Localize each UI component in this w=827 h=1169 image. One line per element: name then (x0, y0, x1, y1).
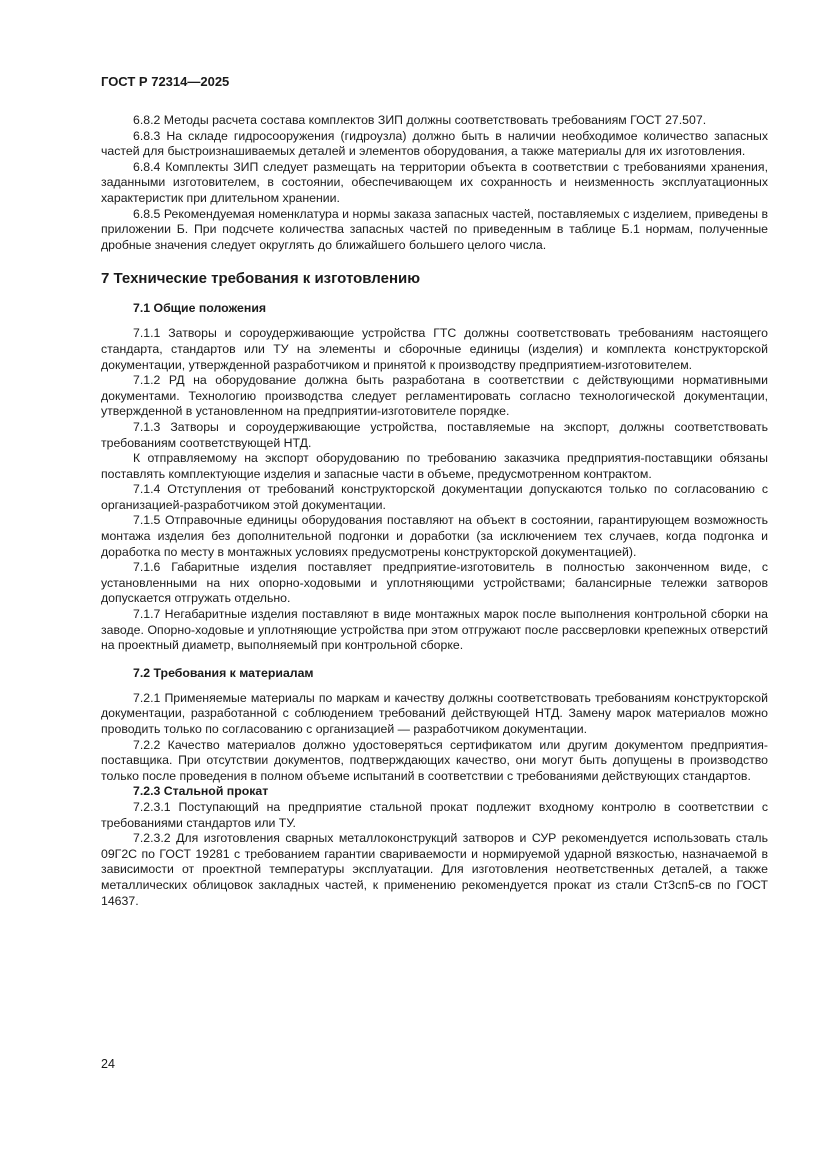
document-header: ГОСТ Р 72314—2025 (101, 74, 230, 89)
page-number: 24 (101, 1057, 115, 1071)
paragraph-6-8-3: 6.8.3 На складе гидросооружения (гидроузла) должно быть в наличии необходимое количество запасных частей для быстроизнашиваемых деталей и элементов оборудования, а также материалы для их изготовления. (101, 128, 768, 159)
paragraph-7-1-3-export: К отправляемому на экспорт оборудованию по требованию заказчика предприятия-поставщики обязаны поставлять комплектующие изделия и запасные части в объеме, предусмотренном контрактом. (101, 451, 768, 481)
subsection-7-2-heading: 7.2 Требования к материалам (133, 665, 314, 680)
paragraph-6-8-4: 6.8.4 Комплекты ЗИП следует размещать на территории объекта в соответствии с требованиями хранения, заданными изготовителем, в состоянии, обеспечивающем их сохранность и неизменность эксплуатационных характеристик при длительном хранении. (101, 159, 768, 205)
paragraph-7-1-4: 7.1.4 Отступления от требований конструкторской документации допускаются только по согласованию с организацией-разработчиком этой документации. (101, 482, 768, 512)
paragraph-7-2-3-1: 7.2.3.1 Поступающий на предприятие стальной прокат подлежит входному контролю в соответствии с требованиями стандартов или ТУ. (101, 799, 768, 830)
paragraph-7-1-6: 7.1.6 Габаритные изделия поставляет предприятие-изготовитель в полностью законченном виде, с установленными на них опорно-ходовыми и уплотняющими устройствами; балансирные тележки затворов допускается отгружать отдельно. (101, 560, 768, 606)
paragraph-7-1-1: 7.1.1 Затворы и сороудерживающие устройства ГТС должны соответствовать требованиям настоящего стандарта, стандартов или ТУ на элементы и сборочные единицы (изделия) и комплекта конструкторской документации, утвержденной разработчиком и принятой к производству предприятием-изготовителем. (101, 326, 768, 372)
paragraph-7-2-2: 7.2.2 Качество материалов должно удостоверяться сертификатом или другим документом предприятия-поставщика. При отсутствии документов, подтверждающих качество, они могут быть допущены в производство только после проведения в полном объеме испытаний в соответствии с требованиями действующих стандартов. (101, 737, 768, 783)
document-page (101, 74, 768, 909)
paragraph-7-1-7: 7.1.7 Негабаритные изделия поставляют в виде монтажных марок после выполнения контрольной сборки на заводе. Опорно-ходовые и уплотняющие устройства при этом отгружают после рассверловки крепежных отверстий на проектный диаметр, выполняемый при контрольной сборке. (101, 607, 768, 653)
paragraph-7-2-3-2: 7.2.3.2 Для изготовления сварных металлоконструкций затворов и СУР рекомендуется использовать сталь 09Г2С по ГОСТ 19281 с требованием гарантии свариваемости и нормируемой ударной вязкостью, назначаемой в зависимости от проектной температуры эксплуатации. Для изготовления неответственных деталей, а также металлических облицовок закладных частей, к применению рекомендуется прокат из стали Ст3сп5-св по ГОСТ 14637. (101, 831, 768, 908)
paragraph-7-1-5: 7.1.5 Отправочные единицы оборудования поставляют на объект в состоянии, гарантирующем возможность монтажа изделия без дополнительной подгонки и доработки (за исключением тех случаев, когда подгонка и доработка по месту в монтажных условиях предусмотрены конструкторской документацией). (101, 513, 768, 559)
section-7-heading: 7 Технические требования к изготовлению (101, 270, 421, 288)
subsection-7-1-heading: 7.1 Общие положения (133, 301, 267, 316)
paragraph-6-8-2: 6.8.2 Методы расчета состава комплектов ЗИП должны соответствовать требованиям ГОСТ 27.507. (133, 113, 707, 127)
paragraph-7-1-2: 7.1.2 РД на оборудование должна быть разработана в соответствии с действующими нормативными документами. Технологию производства следует регламентировать согласно технологической документации, утвержденной в установленном на предприятии-изготовителе порядке. (101, 373, 768, 419)
subsection-7-2-3-heading: 7.2.3 Стальной прокат (133, 784, 269, 799)
paragraph-7-2-1: 7.2.1 Применяемые материалы по маркам и качеству должны соответствовать требованиям конструкторской документации, разработанной с соблюдением требований действующей НТД. Замену марок материалов можно проводить только по согласованию с организацией — разработчиком документации. (101, 690, 768, 736)
paragraph-6-8-5: 6.8.5 Рекомендуемая номенклатура и нормы заказа запасных частей, поставляемых с изделием, приведены в приложении Б. При подсчете количества запасных частей по приведенным в таблице Б.1 нормам, полученные дробные значения следует округлять до ближайшего большего целого числа. (101, 206, 768, 252)
paragraph-7-1-3: 7.1.3 Затворы и сороудерживающие устройства, поставляемые на экспорт, должны соответствовать требованиям соответствующей НТД. (101, 419, 768, 450)
